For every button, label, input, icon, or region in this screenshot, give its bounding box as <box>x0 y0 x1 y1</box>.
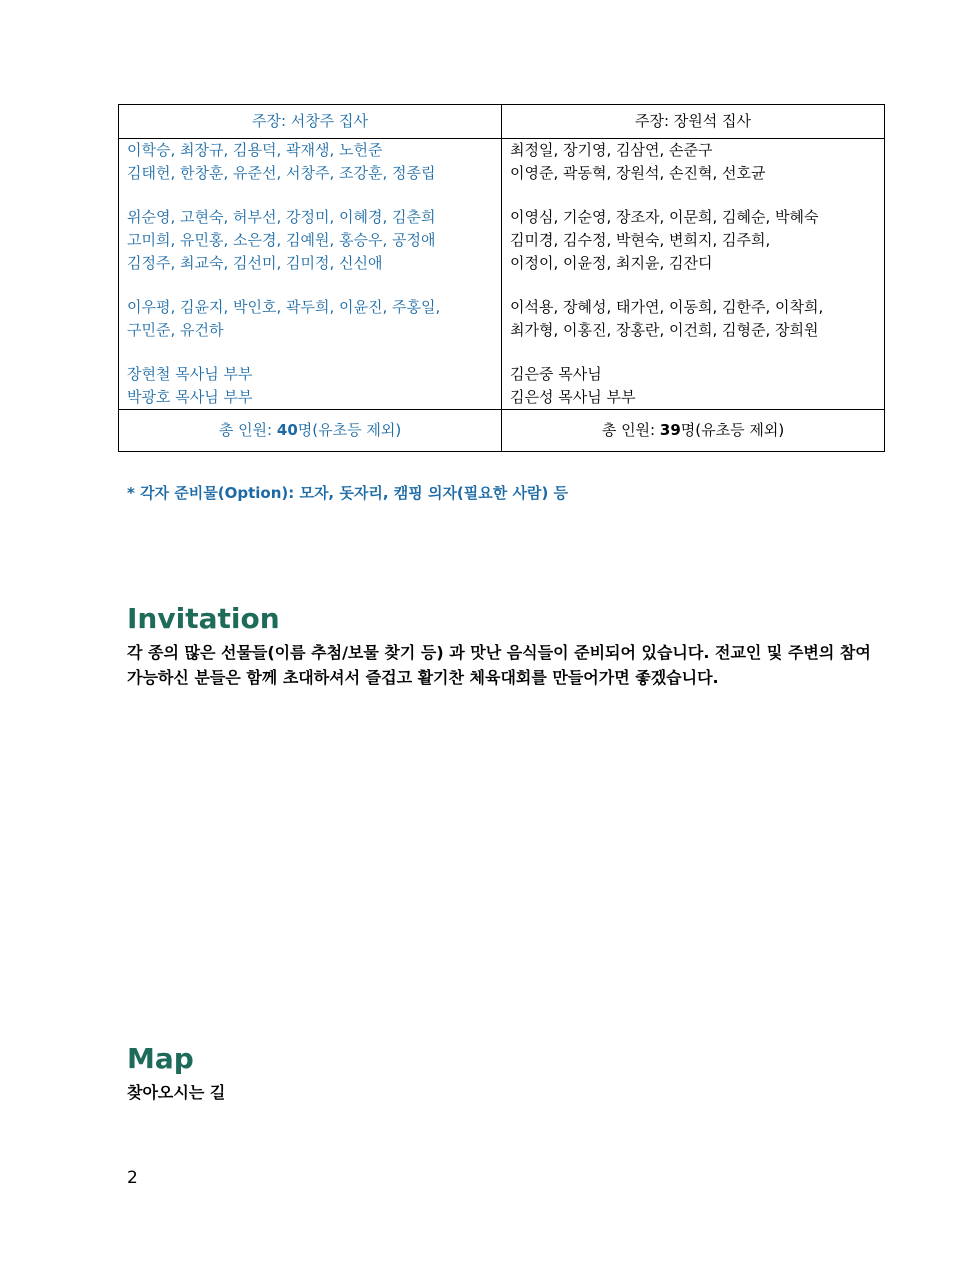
left-team-members <box>119 139 502 410</box>
page-number: 2 <box>127 1168 138 1188</box>
invitation-heading: Invitation <box>127 602 280 635</box>
member-group <box>127 139 493 185</box>
member-group <box>127 206 493 275</box>
right-team-members <box>502 139 885 410</box>
member-line: 김은성 목사님 부부 <box>510 388 636 406</box>
map-heading: Map <box>127 1042 194 1075</box>
table-header-row <box>119 105 885 139</box>
right-team-total <box>502 410 885 452</box>
member-line: 위순영, 고현숙, 허부선, 강정미, 이혜경, 김춘희 <box>127 208 436 226</box>
member-line: 이영준, 곽동혁, 장원석, 손진혁, 선호균 <box>510 164 766 182</box>
member-line: 이우평, 김윤지, 박인호, 곽두희, 이윤진, 주홍일, <box>127 298 441 316</box>
member-group <box>510 206 876 275</box>
member-line: 이석용, 장혜성, 태가연, 이동희, 김한주, 이착희, <box>510 298 824 316</box>
member-line: 이학승, 최장규, 김용덕, 곽재생, 노헌준 <box>127 141 383 159</box>
left-team-total <box>119 410 502 452</box>
table-total-row <box>119 410 885 452</box>
invitation-text: 각 종의 많은 선물들(이름 추첨/보물 찾기 등) 과 맛난 음식들이 준비되어 있습니다. 전교인 및 주변의 참여 가능하신 분들은 함께 초대하셔서 즐겁고 활기찬 체육대회를 만들어가면 좋겠습니다. <box>127 643 871 687</box>
total-count: 39 <box>659 421 681 439</box>
member-line: 최가형, 이홍진, 장홍란, 이건희, 김형준, 장희원 <box>510 321 819 339</box>
member-line: 김정주, 최교숙, 김선미, 김미정, 신신애 <box>127 254 383 272</box>
member-line: 김은중 목사님 <box>510 365 602 383</box>
right-team-captain: 주장: 장원석 집사 <box>502 105 885 139</box>
member-group <box>127 363 493 409</box>
total-label: 총 인원: <box>601 421 656 439</box>
total-count: 40 <box>276 421 298 439</box>
member-group <box>510 363 876 409</box>
total-label: 총 인원: <box>218 421 273 439</box>
total-suffix: 명(유초등 제외) <box>297 421 402 439</box>
member-line: 박광호 목사님 부부 <box>127 388 253 406</box>
member-line: 이영심, 기순영, 장조자, 이문희, 김혜순, 박혜숙 <box>510 208 819 226</box>
total-suffix: 명(유초등 제외) <box>680 421 785 439</box>
member-line: 김태헌, 한창훈, 유준선, 서창주, 조강훈, 정종립 <box>127 164 436 182</box>
member-line: 김미경, 김수정, 박현숙, 변희지, 김주희, <box>510 231 771 249</box>
member-line: 이정이, 이윤정, 최지윤, 김잔디 <box>510 254 713 272</box>
member-group <box>510 296 876 342</box>
team-roster-table <box>118 104 885 452</box>
member-group <box>510 139 876 185</box>
table-body-row <box>119 139 885 410</box>
member-group <box>127 296 493 342</box>
preparation-note: * 각자 준비물(Option): 모자, 돗자리, 캠핑 의자(필요한 사람) 등 <box>127 484 569 502</box>
member-line: 장현철 목사님 부부 <box>127 365 253 383</box>
member-line: 최정일, 장기영, 김삼연, 손준구 <box>510 141 713 159</box>
map-text: 찾아오시는 길 <box>127 1083 226 1102</box>
member-line: 고미희, 유민홍, 소은경, 김예원, 홍승우, 공정애 <box>127 231 436 249</box>
member-line: 구민준, 유건하 <box>127 321 224 339</box>
left-team-captain: 주장: 서창주 집사 <box>119 105 502 139</box>
